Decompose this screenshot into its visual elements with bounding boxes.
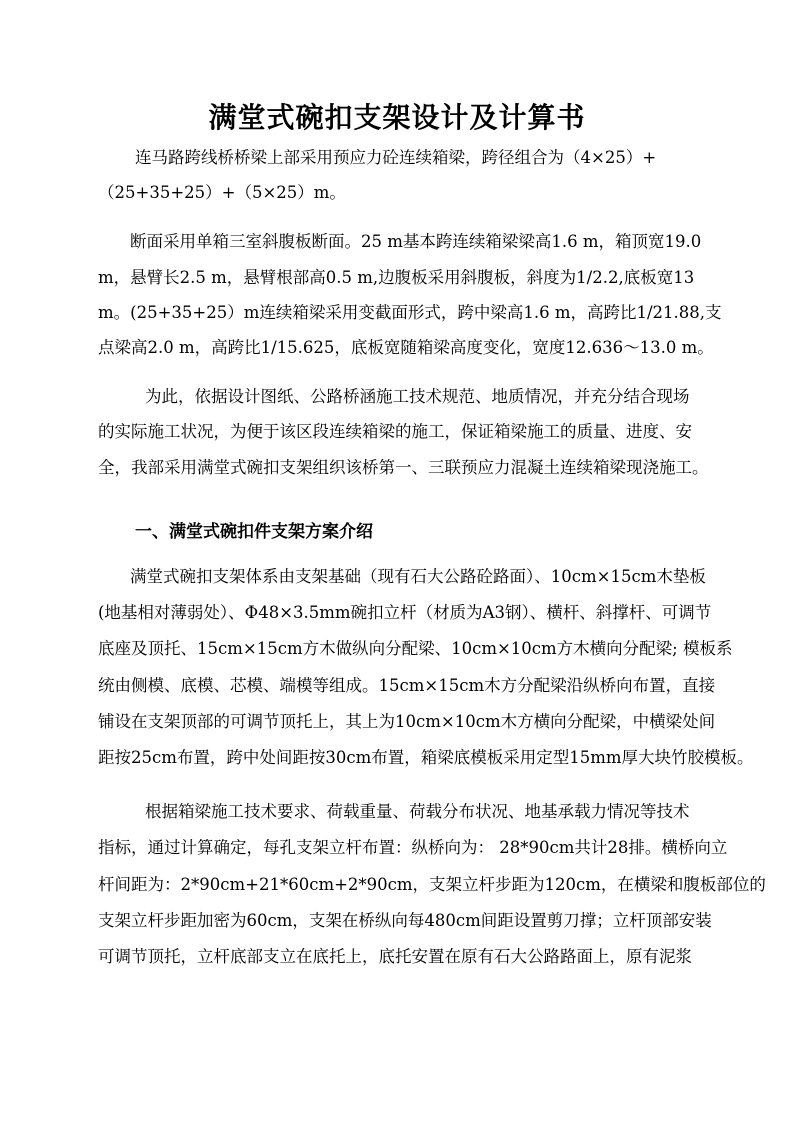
paragraph-5-line-5: 可调节顶托，立杆底部支立在底托上，底托安置在原有石大公路路面上，原有泥浆	[98, 947, 692, 966]
document-title: 满堂式碗扣支架设计及计算书	[208, 101, 586, 134]
paragraph-1-line-2: （25+35+25）+（5×25）m。	[98, 183, 346, 202]
paragraph-2-line-4: 点梁高2.0 m，高跨比1/15.625，底板宽随箱梁高度变化，宽度12.636～13.0 m。	[98, 338, 714, 357]
paragraph-4-line-4: 统由侧模、底模、芯模、端模等组成。15cm×15cm木方分配梁沿纵桥向布置，直接	[98, 676, 716, 695]
paragraph-5-line-2: 指标，通过计算确定，每孔支架立杆布置：纵桥向为： 28*90cm共计28排。横桥向立	[98, 838, 728, 857]
paragraph-3-line-3: 全，我部采用满堂式碗扣支架组织该桥第一、三联预应力混凝土连续箱梁现浇施工。	[98, 458, 709, 477]
paragraph-5-line-4: 支架立杆步距加密为60cm，支架在桥纵向每480cm间距设置剪刀撑；立杆顶部安装	[98, 911, 712, 930]
paragraph-2-line-2: m，悬臂长2.5 m，悬臂根部高0.5 m,边腹板采用斜腹板，斜度为1/2.2,底板宽13	[98, 268, 695, 287]
paragraph-3-line-2: 的实际施工状况，为便于该区段连续箱梁的施工，保证箱梁施工的质量、进度、安	[98, 422, 692, 441]
paragraph-2-line-1: 断面采用单箱三室斜腹板断面。25 m基本跨连续箱梁梁高1.6 m，箱顶宽19.0	[130, 232, 702, 251]
paragraph-3-line-1: 为此，依据设计图纸、公路桥涵施工技术规范、地质情况，并充分结合现场	[145, 387, 690, 406]
paragraph-5-line-1: 根据箱梁施工技术要求、荷载重量、荷载分布状况、地基承载力情况等技术	[145, 802, 690, 821]
section-heading: 一、满堂式碗扣件支架方案介绍	[135, 522, 373, 542]
paragraph-5-line-3: 杆间距为：2*90cm+21*60cm+2*90cm，支架立杆步距为120cm，在横梁和腹板部位的	[98, 875, 766, 894]
paragraph-2-line-3: m。(25+35+25）m连续箱梁采用变截面形式，跨中梁高1.6 m，高跨比1/21.88,支	[98, 303, 722, 322]
paragraph-4-line-5: 铺设在支架顶部的可调节顶托上，其上为10cm×10cm木方横向分配梁，中横梁处间	[98, 712, 716, 731]
paragraph-4-line-1: 满堂式碗扣支架体系由支架基础（现有石大公路砼路面）、10cm×15cm木垫板	[130, 567, 706, 586]
paragraph-4-line-3: 底座及顶托、15cm×15cm方木做纵向分配梁、10cm×10cm方木横向分配梁; 模板系	[98, 639, 733, 658]
paragraph-1-line-1: 连马路跨线桥桥梁上部采用预应力砼连续箱梁，跨径组合为（4×25）+	[135, 148, 657, 167]
paragraph-4-line-6: 距按25cm布置，跨中处间距按30cm布置，箱梁底模板采用定型15mm厚大块竹胶模板。	[98, 748, 754, 767]
paragraph-4-line-2: (地基相对薄弱处）、Φ48×3.5mm碗扣立杆（材质为A3钢）、横杆、斜撑杆、可调节	[98, 603, 712, 622]
